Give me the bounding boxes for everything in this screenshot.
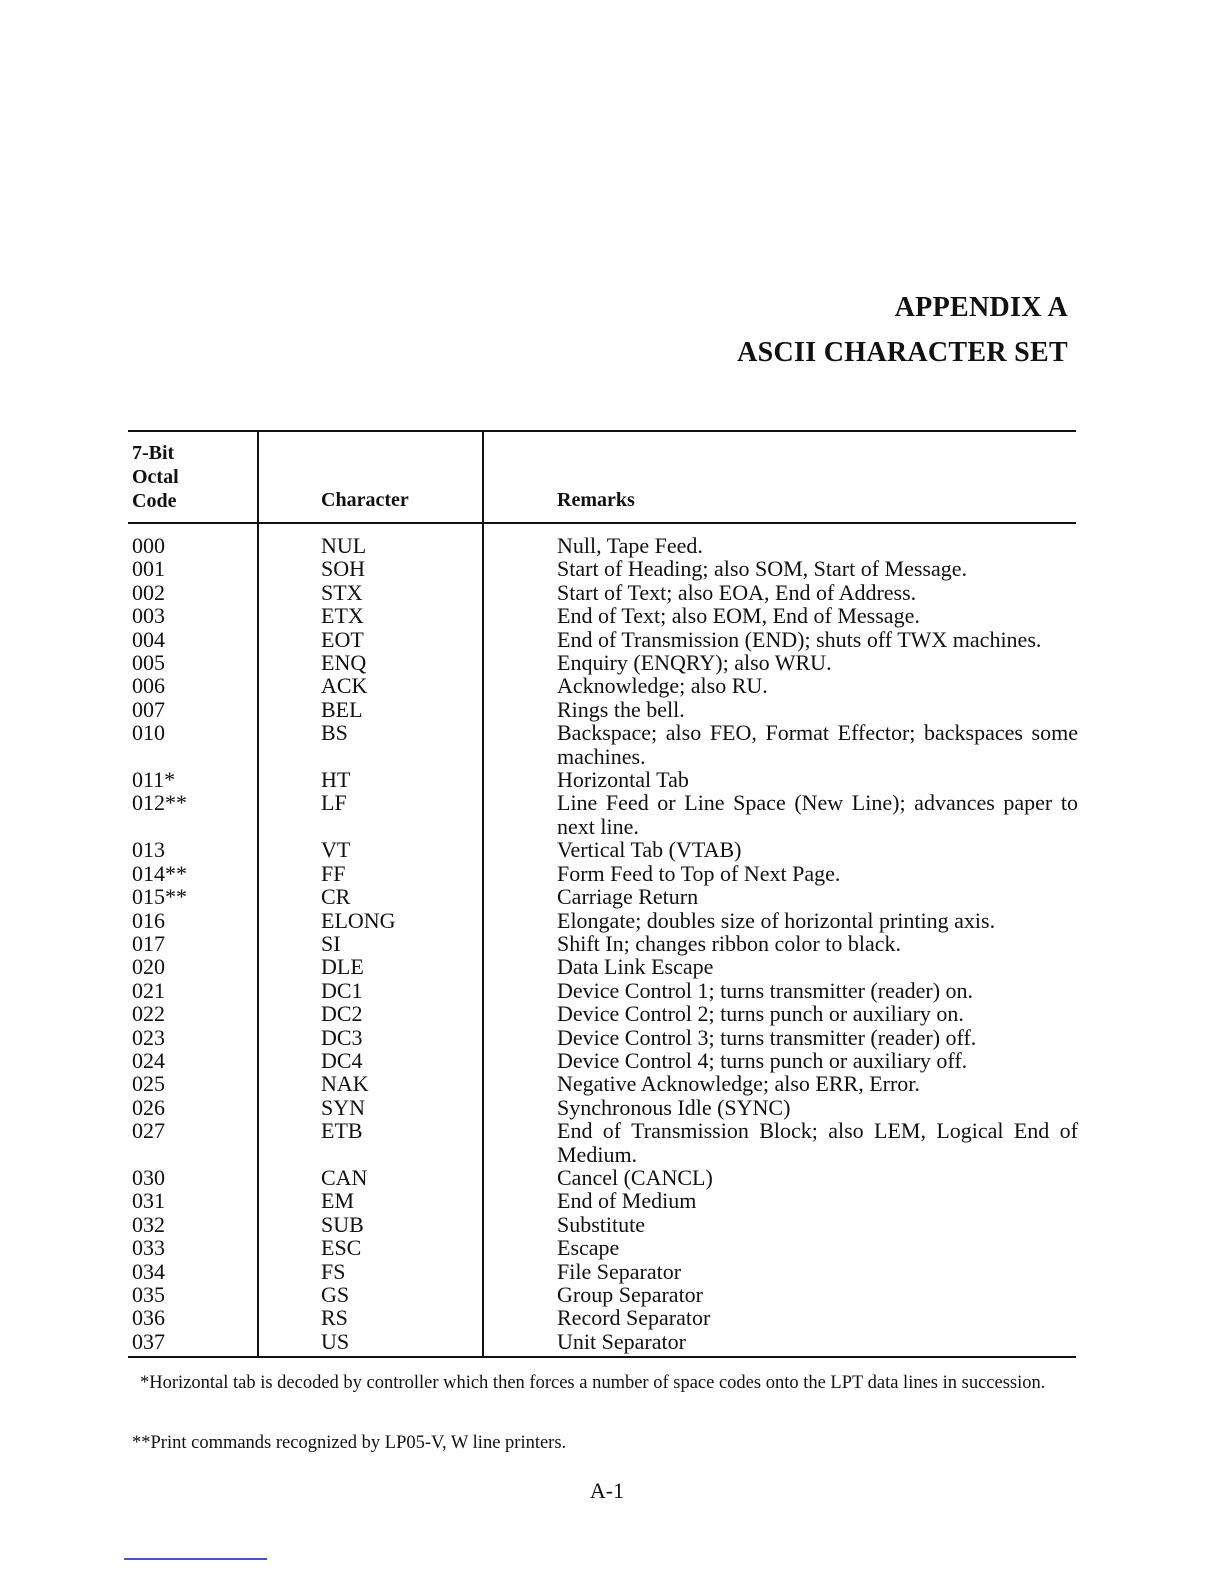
character-cell: BS <box>321 720 348 746</box>
octal-code-cell: 012** <box>132 790 187 816</box>
table-row <box>0 768 1224 791</box>
table-row <box>0 1283 1224 1306</box>
table-row <box>0 1189 1224 1212</box>
character-cell: EM <box>321 1188 354 1214</box>
octal-code-cell: 007 <box>132 696 165 722</box>
table-row <box>0 674 1224 697</box>
remark-cell: Start of Text; also EOA, End of Address. <box>557 579 917 605</box>
table-row <box>0 979 1224 1002</box>
character-cell: SYN <box>321 1094 366 1120</box>
remark-cell: Shift In; changes ribbon color to black. <box>557 930 901 956</box>
character-cell: CAN <box>321 1164 368 1190</box>
octal-code-cell: 027 <box>132 1118 165 1144</box>
footnote-horizontal-tab: *Horizontal tab is decoded by controller which then forces a number of space codes onto the LPT data lines in succession. <box>140 1373 1046 1393</box>
table-row <box>0 1306 1224 1329</box>
octal-code-cell: 016 <box>132 907 165 933</box>
remark-cell: Horizontal Tab <box>557 767 689 793</box>
table-row <box>0 1096 1224 1119</box>
remark-cell: Form Feed to Top of Next Page. <box>557 860 841 886</box>
character-cell: ETX <box>321 603 364 629</box>
remark-cell: Enquiry (ENQRY); also WRU. <box>557 650 832 676</box>
table-row <box>0 651 1224 674</box>
octal-code-cell: 003 <box>132 603 165 629</box>
remark-cell: Line Feed or Line Space (New Line); advances paper to next line. <box>557 790 1078 839</box>
table-row <box>0 534 1224 557</box>
table-row <box>0 698 1224 721</box>
character-cell: US <box>321 1328 350 1354</box>
character-cell: EOT <box>321 626 364 652</box>
table-row <box>0 932 1224 955</box>
remark-cell: Unit Separator <box>557 1328 686 1354</box>
remark-cell: Device Control 4; turns punch or auxiliary off. <box>557 1047 968 1073</box>
header-character: Character <box>321 489 409 511</box>
remark-cell: End of Text; also EOM, End of Message. <box>557 603 920 629</box>
character-cell: ENQ <box>321 650 367 676</box>
table-row <box>0 1330 1224 1353</box>
character-cell: SI <box>321 930 341 956</box>
table-row <box>0 1260 1224 1283</box>
remark-cell: Group Separator <box>557 1282 704 1307</box>
character-cell: NUL <box>321 533 367 558</box>
table-row <box>0 862 1224 885</box>
table-row <box>0 791 1224 838</box>
header-remarks: Remarks <box>557 489 635 511</box>
octal-code-cell: 024 <box>132 1047 165 1073</box>
table-row <box>0 721 1224 768</box>
character-cell: ESC <box>321 1235 362 1261</box>
character-cell: LF <box>321 790 347 816</box>
table-row <box>0 1166 1224 1189</box>
header-octal-code: 7-Bit Octal Code <box>132 442 179 512</box>
octal-code-cell: 020 <box>132 954 165 980</box>
octal-code-cell: 031 <box>132 1188 165 1214</box>
table-row <box>0 1119 1224 1166</box>
remark-cell: Carriage Return <box>557 884 699 910</box>
table-row <box>0 1213 1224 1236</box>
octal-code-cell: 025 <box>132 1071 165 1097</box>
octal-code-cell: 013 <box>132 837 165 863</box>
table-bottom-rule <box>128 1356 1076 1358</box>
character-cell: FF <box>321 860 346 886</box>
character-cell: FS <box>321 1258 346 1284</box>
octal-code-cell: 037 <box>132 1328 165 1354</box>
character-cell: ETB <box>321 1118 363 1144</box>
octal-code-cell: 004 <box>132 626 165 652</box>
octal-code-cell: 034 <box>132 1258 165 1284</box>
table-row <box>0 1002 1224 1025</box>
table-header-rule <box>128 522 1076 524</box>
character-cell: BEL <box>321 696 363 722</box>
octal-code-cell: 022 <box>132 1001 165 1027</box>
character-cell: NAK <box>321 1071 369 1097</box>
octal-code-cell: 005 <box>132 650 165 676</box>
octal-code-cell: 021 <box>132 977 165 1003</box>
appendix-subtitle: ASCII CHARACTER SET <box>737 337 1068 368</box>
remark-cell: End of Medium <box>557 1188 697 1214</box>
remark-cell: Record Separator <box>557 1305 711 1331</box>
octal-code-cell: 010 <box>132 720 165 746</box>
octal-code-cell: 033 <box>132 1235 165 1261</box>
table-row <box>0 1026 1224 1049</box>
footnote-print-commands: **Print commands recognized by LP05-V, W line printers. <box>132 1433 567 1453</box>
octal-code-cell: 026 <box>132 1094 165 1120</box>
remark-cell: Device Control 1; turns transmitter (reader) on. <box>557 977 974 1003</box>
octal-code-cell: 017 <box>132 930 165 956</box>
character-cell: ACK <box>321 673 368 699</box>
remark-cell: File Separator <box>557 1258 682 1284</box>
table-top-rule <box>128 430 1076 432</box>
octal-code-cell: 015** <box>132 884 187 910</box>
table-row <box>0 955 1224 978</box>
character-cell: DC4 <box>321 1047 363 1073</box>
remark-cell: Device Control 2; turns punch or auxiliary on. <box>557 1001 964 1027</box>
table-row <box>0 885 1224 908</box>
table-row <box>0 838 1224 861</box>
scan-edge-mark <box>124 1558 267 1560</box>
octal-code-cell: 035 <box>132 1282 165 1307</box>
remark-cell: Device Control 3; turns transmitter (reader) off. <box>557 1024 977 1050</box>
remark-cell: Synchronous Idle (SYNC) <box>557 1094 791 1120</box>
table-row <box>0 1072 1224 1095</box>
remark-cell: Rings the bell. <box>557 696 685 722</box>
character-cell: ELONG <box>321 907 396 933</box>
page-number: A-1 <box>589 1478 625 1503</box>
remark-cell: Null, Tape Feed. <box>557 533 703 558</box>
remark-cell: Backspace; also FEO, Format Effector; backspaces some machines. <box>557 720 1078 769</box>
remark-cell: End of Transmission Block; also LEM, Logical End of Medium. <box>557 1118 1078 1167</box>
octal-code-cell: 002 <box>132 579 165 605</box>
octal-code-cell: 001 <box>132 556 165 582</box>
remark-cell: Cancel (CANCL) <box>557 1164 713 1190</box>
table-row <box>0 1236 1224 1259</box>
remark-cell: End of Transmission (END); shuts off TWX machines. <box>557 626 1042 652</box>
table-body <box>0 534 1224 1353</box>
remark-cell: Start of Heading; also SOM, Start of Message. <box>557 556 967 582</box>
character-cell: SUB <box>321 1211 364 1237</box>
octal-code-cell: 030 <box>132 1164 165 1190</box>
table-row <box>0 628 1224 651</box>
character-cell: GS <box>321 1282 350 1307</box>
octal-code-cell: 011* <box>132 767 176 793</box>
character-cell: STX <box>321 579 363 605</box>
octal-code-cell: 023 <box>132 1024 165 1050</box>
character-cell: SOH <box>321 556 366 582</box>
character-cell: RS <box>321 1305 348 1331</box>
character-cell: DC2 <box>321 1001 363 1027</box>
character-cell: DC3 <box>321 1024 363 1050</box>
octal-code-cell: 014** <box>132 860 187 886</box>
remark-cell: Negative Acknowledge; also ERR, Error. <box>557 1071 920 1097</box>
remark-cell: Escape <box>557 1235 620 1261</box>
table-row <box>0 557 1224 580</box>
character-cell: VT <box>321 837 351 863</box>
remark-cell: Data Link Escape <box>557 954 714 980</box>
remark-cell: Substitute <box>557 1211 646 1237</box>
octal-code-cell: 006 <box>132 673 165 699</box>
remark-cell: Vertical Tab (VTAB) <box>557 837 742 863</box>
table-row <box>0 1049 1224 1072</box>
appendix-title: APPENDIX A <box>894 292 1068 323</box>
table-row <box>0 909 1224 932</box>
character-cell: DC1 <box>321 977 363 1003</box>
table-row <box>0 581 1224 604</box>
octal-code-cell: 036 <box>132 1305 165 1331</box>
table-row <box>0 604 1224 627</box>
character-cell: DLE <box>321 954 364 980</box>
octal-code-cell: 032 <box>132 1211 165 1237</box>
octal-code-cell: 000 <box>132 533 165 558</box>
character-cell: CR <box>321 884 351 910</box>
remark-cell: Acknowledge; also RU. <box>557 673 768 699</box>
remark-cell: Elongate; doubles size of horizontal printing axis. <box>557 907 996 933</box>
character-cell: HT <box>321 767 351 793</box>
